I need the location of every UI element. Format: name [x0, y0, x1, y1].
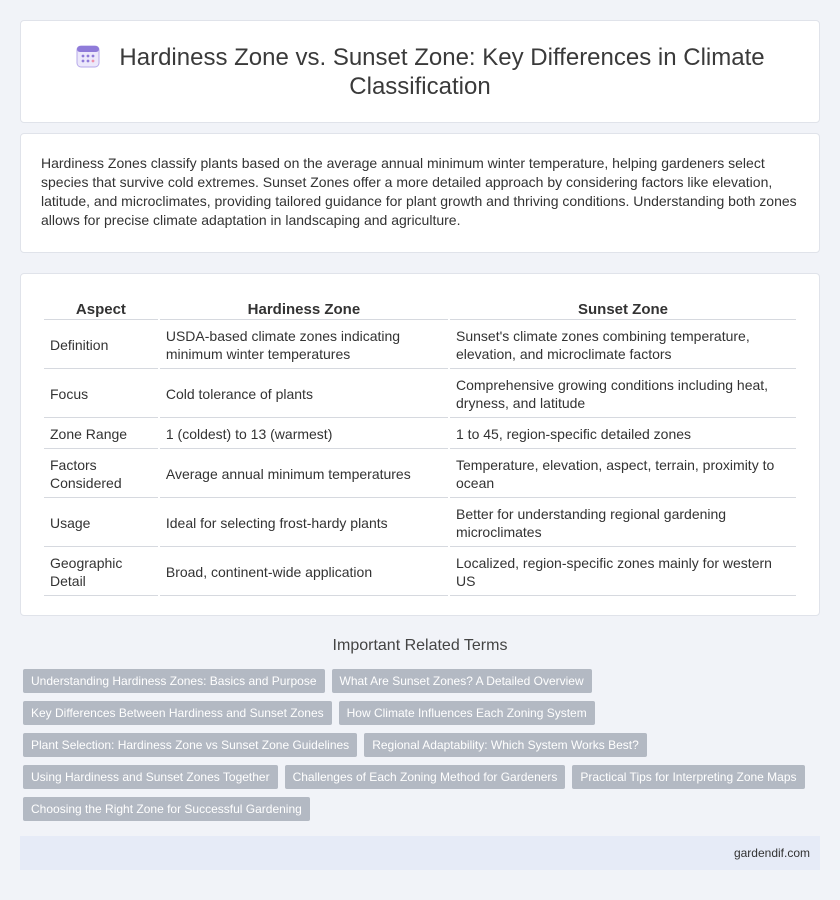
related-terms-list	[23, 669, 823, 829]
page-title-wrap	[21, 43, 819, 101]
sunset-cell: Sunset's climate zones combining temperature, elevation, and microclimate factors	[450, 322, 796, 369]
hardiness-cell: Cold tolerance of plants	[160, 371, 448, 418]
comparison-card	[20, 273, 820, 616]
related-terms-title: Important Related Terms	[332, 637, 508, 654]
tag-row	[23, 797, 823, 821]
sunset-cell: Better for understanding regional gardening microclimates	[450, 500, 796, 547]
calendar-icon	[75, 43, 101, 69]
tag-row	[23, 733, 823, 757]
aspect-cell: Focus	[44, 371, 158, 418]
related-term-tag[interactable]: Understanding Hardiness Zones: Basics and Purpose	[23, 669, 325, 693]
sunset-cell: Comprehensive growing conditions including heat, dryness, and latitude	[450, 371, 796, 418]
intro-paragraph: Hardiness Zones classify plants based on the average annual minimum winter temperature, helping gardeners select species that survive cold extremes. Sunset Zones offer a more detailed approach by considering factors like elevation, latitude, and microclimates, providing tailored guidance for plant growth and thriving conditions. Understanding both zones allows for precise climate adaptation in landscaping and agriculture.	[41, 155, 797, 228]
hardiness-cell: 1 (coldest) to 13 (warmest)	[160, 420, 448, 449]
table-row	[44, 420, 796, 449]
page-title: Hardiness Zone vs. Sunset Zone: Key Differences in Climate Classification	[119, 44, 765, 100]
table-row	[44, 549, 796, 596]
aspect-cell: Zone Range	[44, 420, 158, 449]
aspect-cell: Geographic Detail	[44, 549, 158, 596]
hardiness-cell: Ideal for selecting frost-hardy plants	[160, 500, 448, 547]
hardiness-cell: Average annual minimum temperatures	[160, 451, 448, 498]
hardiness-cell: Broad, continent-wide application	[160, 549, 448, 596]
footer-site-link[interactable]: gardendif.com	[733, 846, 810, 860]
table-header-row	[44, 300, 796, 320]
related-term-tag[interactable]: How Climate Influences Each Zoning System	[339, 701, 595, 725]
related-term-tag[interactable]: Challenges of Each Zoning Method for Gardeners	[285, 765, 566, 789]
sunset-cell: 1 to 45, region-specific detailed zones	[450, 420, 796, 449]
related-term-tag[interactable]: Using Hardiness and Sunset Zones Together	[23, 765, 278, 789]
footer-bar	[20, 836, 820, 870]
table-row	[44, 371, 796, 418]
tag-row	[23, 765, 823, 789]
sunset-cell: Temperature, elevation, aspect, terrain, proximity to ocean	[450, 451, 796, 498]
table-row	[44, 322, 796, 369]
intro-card	[20, 133, 820, 253]
comparison-table	[42, 298, 798, 598]
header-aspect: Aspect	[44, 300, 158, 320]
related-term-tag[interactable]: Regional Adaptability: Which System Works Best?	[364, 733, 647, 757]
header-sunset-zone: Sunset Zone	[450, 300, 796, 320]
tag-row	[23, 701, 823, 725]
table-row	[44, 500, 796, 547]
aspect-cell: Factors Considered	[44, 451, 158, 498]
aspect-cell: Usage	[44, 500, 158, 547]
related-term-tag[interactable]: Key Differences Between Hardiness and Sunset Zones	[23, 701, 332, 725]
tag-row	[23, 669, 823, 693]
related-term-tag[interactable]: Choosing the Right Zone for Successful Gardening	[23, 797, 310, 821]
related-term-tag[interactable]: What Are Sunset Zones? A Detailed Overview	[332, 669, 592, 693]
related-term-tag[interactable]: Plant Selection: Hardiness Zone vs Sunset Zone Guidelines	[23, 733, 357, 757]
sunset-cell: Localized, region-specific zones mainly for western US	[450, 549, 796, 596]
hardiness-cell: USDA-based climate zones indicating minimum winter temperatures	[160, 322, 448, 369]
table-row	[44, 451, 796, 498]
aspect-cell: Definition	[44, 322, 158, 369]
header-card	[20, 20, 820, 123]
related-term-tag[interactable]: Practical Tips for Interpreting Zone Maps	[572, 765, 804, 789]
header-hardiness-zone: Hardiness Zone	[160, 300, 448, 320]
